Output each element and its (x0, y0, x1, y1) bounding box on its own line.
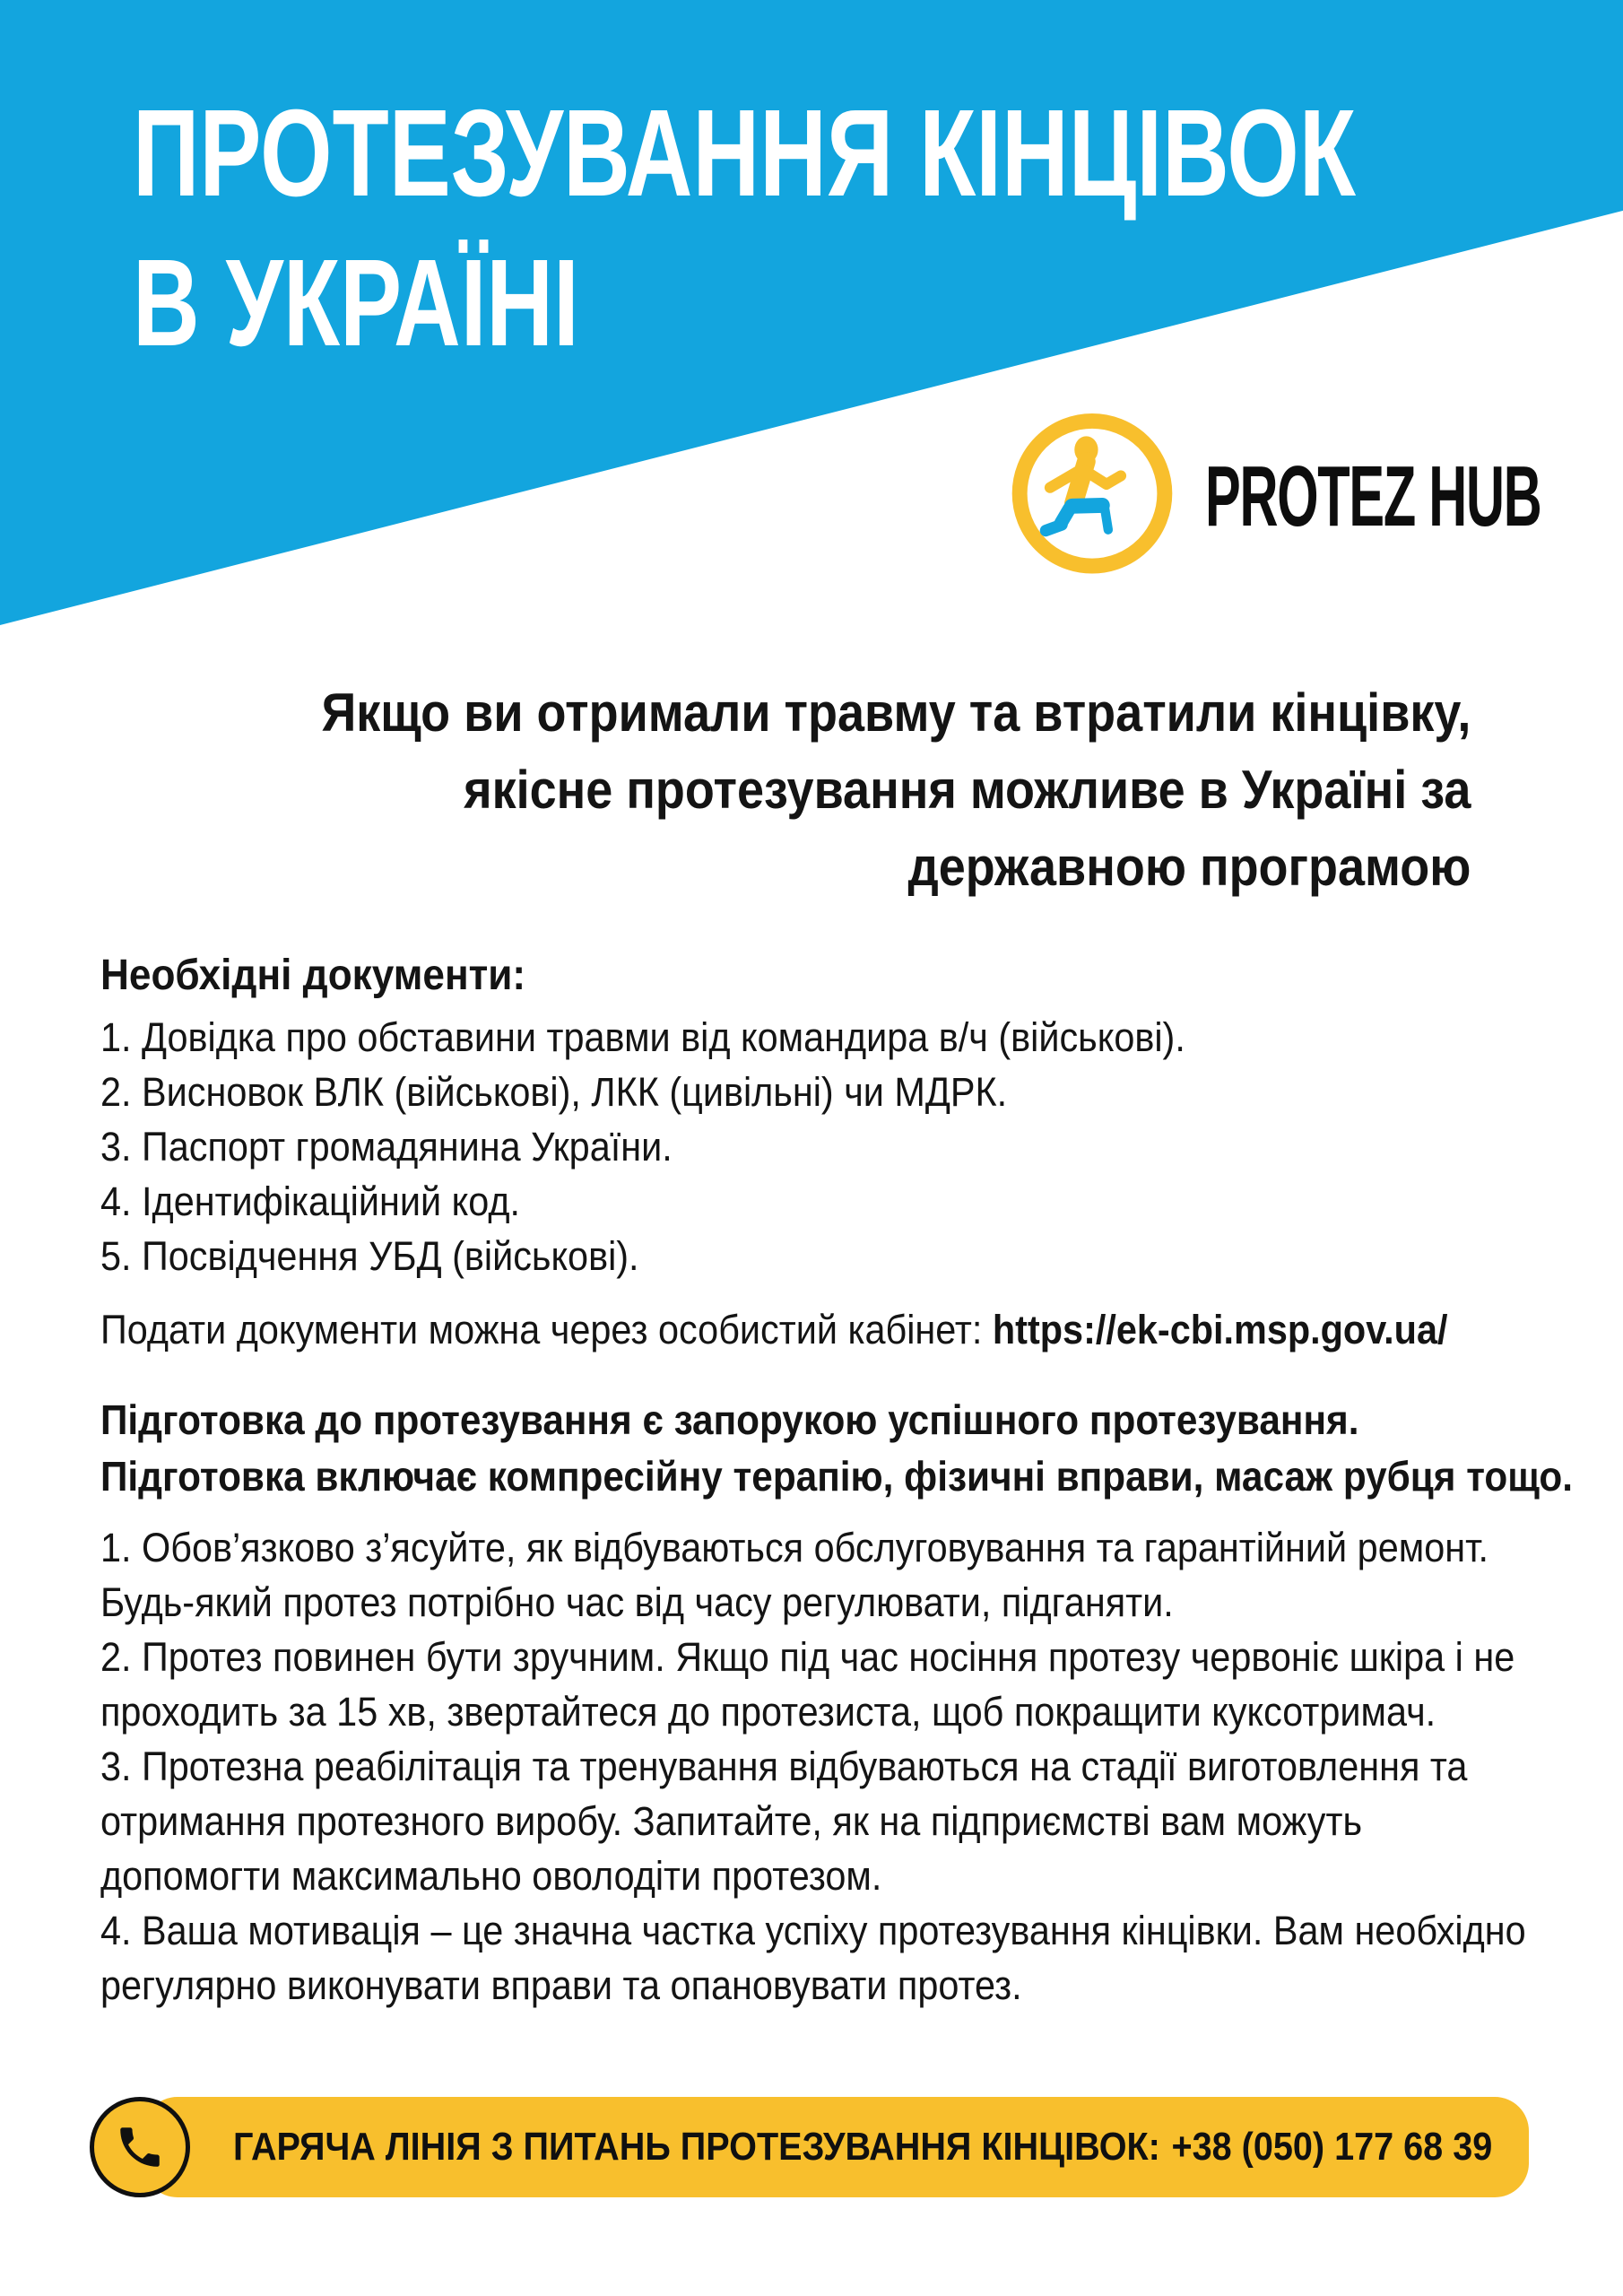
tip-item: 3. Протезна реабілітація та тренування відбуваються на стадії виготовлення та отримання протезного виробу. Запитайте, як на підприємстві вам можуть допомогти максимально оволодіти протезом. (100, 1744, 1468, 1899)
intro-line: державною програмою (907, 837, 1471, 897)
documents-section (100, 949, 1552, 1283)
hotline-label: ГАРЯЧА ЛІНІЯ З ПИТАНЬ ПРОТЕЗУВАННЯ КІНЦІВОК: (233, 2125, 1160, 2169)
intro-line: Якщо ви отримали травму та втратили кінцівку, (321, 683, 1471, 743)
tip-item: 1. Обов’язково з’ясуйте, як відбуваються обслуговування та гарантійний ремонт. Будь-який протез потрібно час від часу регулювати, підганяти. (100, 1525, 1488, 1625)
phone-icon (114, 2121, 166, 2173)
document-item: 1. Довідка про обставини травми від командира в/ч (військові). (100, 1014, 1185, 1060)
page-title-line1: ПРОТЕЗУВАННЯ КІНЦІВОК (133, 84, 1356, 222)
page-title-line2: В УКРАЇНІ (133, 234, 579, 372)
hotline-bar (143, 2097, 1529, 2197)
preparation-line: Підготовка до протезування є запорукою успішного протезування. (100, 1396, 1359, 1443)
preparation-line: Підготовка включає компресійну терапію, фізичні вправи, масаж рубця тощо. (100, 1453, 1574, 1500)
document-item: 5. Посвідчення УБД (військові). (100, 1233, 639, 1279)
runner-prosthesis-icon (1008, 413, 1176, 581)
document-item: 4. Ідентифікаційний код. (100, 1178, 520, 1224)
intro-line: якісне протезування можливе в Україні за (463, 760, 1471, 820)
submit-prefix: Подати документи можна через особистий кабінет: (100, 1307, 993, 1352)
submit-line (100, 1302, 1447, 1357)
submit-url[interactable]: https://ek-cbi.msp.gov.ua/ (992, 1307, 1448, 1352)
hotline-text (233, 2125, 1492, 2170)
documents-heading: Необхідні документи: (100, 952, 526, 999)
logo-wordmark: PROTEZ HUB (1205, 448, 1541, 544)
tip-item: 4. Ваша мотивація – це значна частка успіху протезування кінцівки. Вам необхідно регулярно виконувати вправи та опановувати протез. (100, 1908, 1526, 2008)
page-title (133, 79, 1356, 378)
preparation-note (100, 1392, 1573, 1505)
intro-text (321, 674, 1471, 906)
phone-circle-badge (90, 2097, 190, 2197)
document-item: 3. Паспорт громадянина України. (100, 1124, 673, 1170)
tips-section (100, 1520, 1540, 2013)
hotline-phone-number: +38 (050) 177 68 39 (1171, 2125, 1493, 2169)
tip-item: 2. Протез повинен бути зручним. Якщо під час носіння протезу червоніє шкіра і не проходить за 15 хв, звертайтеся до протезиста, щоб покращити куксотримач. (100, 1634, 1515, 1735)
protez-hub-logo (1008, 413, 1623, 581)
document-item: 2. Висновок ВЛК (військові), ЛКК (цивільні) чи МДРК. (100, 1069, 1008, 1115)
